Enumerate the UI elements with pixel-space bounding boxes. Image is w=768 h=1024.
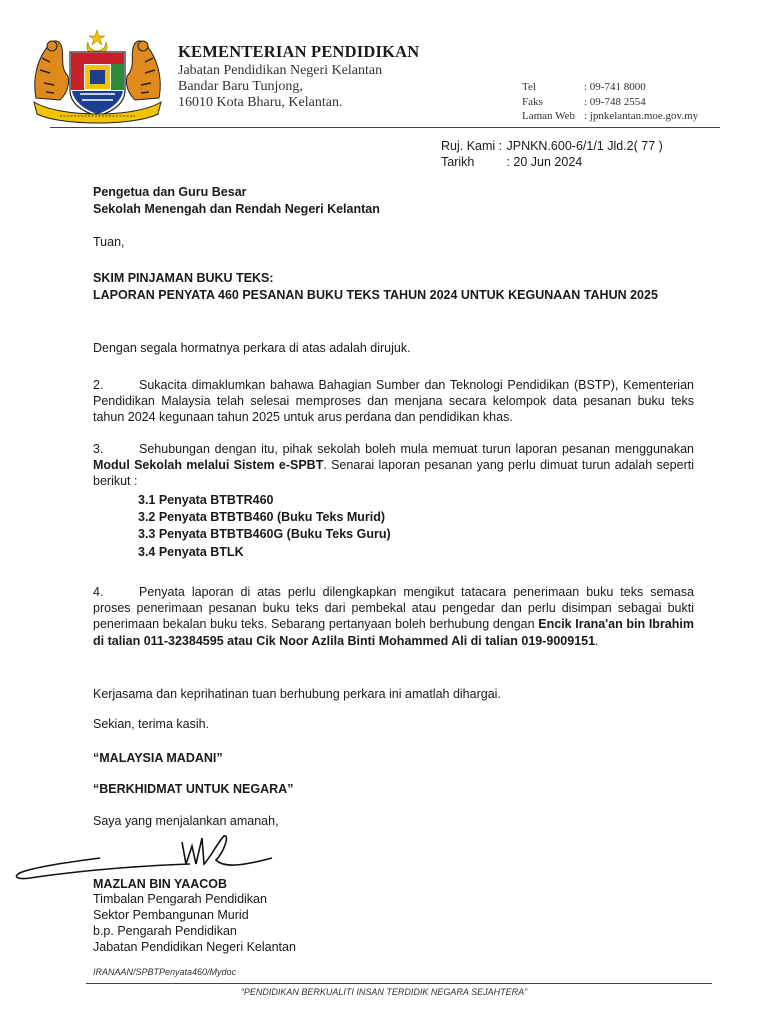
tel-value: : 09-741 8000 [584, 81, 646, 93]
document-code: IRANAAN/SPBTPenyata460/Mydoc [93, 967, 237, 977]
address-line-1: Jabatan Pendidikan Negeri Kelantan [178, 63, 383, 78]
salutation: Tuan, [93, 235, 125, 249]
signatory-name: MAZLAN BIN YAACOB [93, 877, 228, 891]
paragraph-4-bold: Encik Irana'an bin Ibrahim di talian 011-32384595 atau Cik Noor Azlila Binti Mohammed Ali di talian 019-9009151 [93, 617, 694, 648]
header-divider [50, 127, 720, 128]
slogan-madani: “MALAYSIA MADANI” [93, 751, 223, 765]
paragraph-3 [93, 441, 694, 490]
tarikh-label: Tarikh [441, 154, 475, 169]
subject-line-2: LAPORAN PENYATA 460 PESANAN BUKU TEKS TAHUN 2024 UNTUK KEGUNAAN TAHUN 2025 [93, 288, 658, 302]
address-line-2: Bandar Baru Tunjong, [178, 79, 303, 94]
ruj-value: JPNKN.600-6/1/1 Jld.2( 77 ) [506, 139, 663, 153]
paragraph-4 [93, 584, 694, 649]
web-value: : jpnkelantan.moe.gov.my [584, 110, 699, 122]
signatory-title-3: b.p. Pengarah Pendidikan [93, 924, 237, 938]
signatory-title-1: Timbalan Pengarah Pendidikan [93, 892, 267, 906]
paragraph-3-text-a: Sehubungan dengan itu, pihak sekolah boleh mula memuat turun laporan pesanan menggunakan [139, 442, 694, 456]
recipient-line-1: Pengetua dan Guru Besar [93, 185, 247, 199]
closing: Sekian, terima kasih. [93, 717, 210, 731]
paragraph-1: Dengan segala hormatnya perkara di atas adalah dirujuk. [93, 341, 411, 355]
ruj-label: Ruj. Kami : [441, 139, 503, 153]
subject-line-1: SKIM PINJAMAN BUKU TEKS: [93, 271, 274, 285]
contact-block [522, 80, 698, 124]
fax-value: : 09-748 2554 [584, 95, 646, 108]
coat-of-arms-icon [30, 28, 165, 128]
report-list [138, 492, 391, 561]
paragraph-3-text-b: . Senarai laporan pesanan yang perlu dimuat turun adalah seperti berikut : [93, 458, 694, 489]
paragraph-2-number: 2. [93, 378, 104, 392]
address-line-3: 16010 Kota Bharu, Kelantan. [178, 95, 343, 110]
list-item: 3.4 Penyata BTLK [138, 544, 244, 559]
paragraph-3-bold: Modul Sekolah melalui Sistem e-SPBT [93, 458, 324, 473]
slogan-berkhidmat: “BERKHIDMAT UNTUK NEGARA” [93, 782, 294, 796]
paragraph-4-text-b: . [595, 633, 599, 648]
list-item: 3.1 Penyata BTBTR460 [138, 493, 274, 507]
paragraph-5: Kerjasama dan keprihatinan tuan berhubung perkara ini amatlah dihargai. [93, 687, 501, 701]
list-item: 3.2 Penyata BTBTB460 (Buku Teks Murid) [138, 510, 386, 525]
paragraph-3-number: 3. [93, 442, 104, 456]
reference-block [441, 139, 663, 170]
paragraph-2-text: Sukacita dimaklumkan bahawa Bahagian Sumber dan Teknologi Pendidikan (BSTP), Kementerian Pendidikan Malaysia telah selesai memproses dan menjana secara kelompok data pesanan buku teks tahun 2024 kegunaan tahun 2025 untuk arus perdana dan pendidikan khas. [93, 378, 694, 425]
web-label: Laman Web [522, 110, 575, 122]
footer-motto: “PENDIDIKAN BERKUALITI INSAN TERDIDIK NEGARA SEJAHTERA” [240, 987, 528, 997]
signatory-title-2: Sektor Pembangunan Murid [93, 908, 249, 922]
recipient-line-2: Sekolah Menengah dan Rendah Negeri Kelantan [93, 202, 380, 216]
paragraph-4-number: 4. [93, 585, 104, 599]
fax-label: Faks [522, 95, 543, 108]
paragraph-4-text-a: Penyata laporan di atas perlu dilengkapkan mengikut tatacara penerimaan buku teks semasa proses penerimaan pesanan buku teks dari pembekal atau pengedar dan perlu disimpan sebagai bukti penerimaan bekalan buku teks. Sebarang pertanyaan boleh berhubung dengan [93, 585, 694, 632]
paragraph-2 [93, 377, 694, 426]
footer-divider [86, 983, 712, 984]
list-item: 3.3 Penyata BTBTB460G (Buku Teks Guru) [138, 527, 391, 542]
ministry-name: KEMENTERIAN PENDIDIKAN [178, 42, 420, 61]
signatory-title-4: Jabatan Pendidikan Negeri Kelantan [93, 940, 296, 954]
trust-line: Saya yang menjalankan amanah, [93, 814, 279, 828]
tel-label: Tel [522, 81, 536, 93]
tarikh-value: : 20 Jun 2024 [506, 154, 583, 169]
